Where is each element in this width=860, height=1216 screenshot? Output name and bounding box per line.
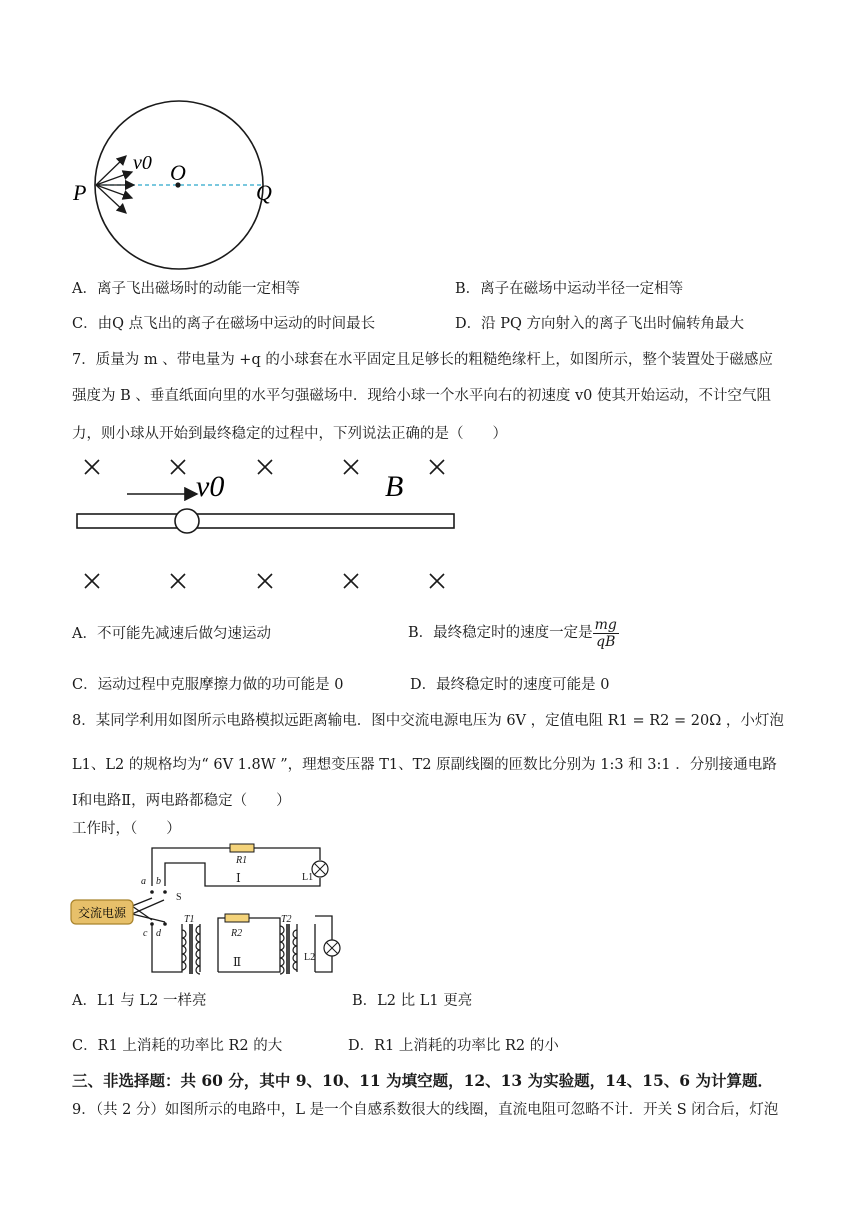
velocity-arrow (96, 172, 132, 185)
q7-stem-line: 7．质量为 m 、带电量为 +q 的小球套在水平固定且足够长的粗糙绝缘杆上，如图所示，整个装置处于磁感应 (72, 352, 773, 368)
resistor-r1 (230, 844, 254, 852)
label-p: P (73, 180, 87, 205)
label-b: b (156, 876, 161, 887)
label-b: B (385, 470, 404, 503)
q6-option-d[interactable]: D．沿 PQ 方向射入的离子飞出时偏转角最大 (455, 316, 744, 332)
label-r1: R1 (236, 855, 248, 866)
q8-stem-line: Ⅰ和电路Ⅱ，两电路都稳定（ ） (72, 793, 291, 809)
q6-option-a[interactable]: A．离子飞出磁场时的动能一定相等 (72, 281, 300, 297)
q9-stem-line: 9．（共 2 分）如图所示的电路中，L 是一个自感系数很大的线圈，直流电阻可忽略不计．开关 S 闭合后，灯泡 (72, 1102, 779, 1118)
label-r2: R2 (231, 928, 243, 939)
label-s: S (176, 892, 182, 903)
q8-option-d[interactable]: D．R1 上消耗的功率比 R2 的小 (348, 1038, 559, 1054)
label-a: a (141, 876, 146, 887)
speed-fraction (593, 617, 619, 650)
lamp-l1 (312, 861, 328, 877)
fraction-numerator: mg (594, 616, 617, 633)
label-c: c (143, 928, 148, 939)
ac-source-label: 交流电源 (77, 906, 127, 920)
q8-circuit-figure (70, 838, 360, 980)
label-circuit-i: Ⅰ (236, 871, 241, 885)
q7-option-b[interactable] (408, 614, 619, 652)
label-t1: T1 (184, 914, 195, 925)
label-l1: L1 (302, 872, 314, 883)
lamp-l2 (324, 940, 340, 956)
q8-option-a[interactable]: A．L1 与 L2 一样亮 (72, 993, 207, 1009)
q7-stem-line: 力，则小球从开始到最终稳定的过程中，下列说法正确的是（ ） (72, 426, 507, 442)
fraction-denominator: qB (596, 633, 616, 650)
velocity-arrow (96, 156, 126, 185)
charged-ball (175, 509, 199, 533)
q6-option-b[interactable]: B．离子在磁场中运动半径一定相等 (455, 281, 684, 297)
q7-option-a[interactable]: A．不可能先减速后做匀速运动 (72, 626, 271, 642)
label-v0: v0 (133, 152, 152, 174)
q6-circle-figure (66, 76, 296, 276)
q8-stem-line: 工作时，（ ） (72, 821, 181, 837)
q7-stem-line: 强度为 B 、垂直纸面向里的水平匀强磁场中．现给小球一个水平向右的初速度 v0 使其开始运动，不计空气阻 (72, 388, 772, 404)
q7-option-d[interactable]: D．最终稳定时的速度可能是 0 (410, 677, 610, 693)
q8-stem-line: L1、L2 的规格均为“ 6V 1.8W ”，理想变压器 T1、T2 原副线圈的匝数比分别为 1:3 和 3:1 ．分别接通电路 (72, 757, 777, 773)
resistor-r2 (225, 914, 249, 922)
option-b-text: B．最终稳定时的速度一定是 (408, 625, 593, 641)
label-o: O (170, 160, 186, 185)
insulating-rod (77, 514, 454, 528)
q8-option-c[interactable]: C．R1 上消耗的功率比 R2 的大 (72, 1038, 283, 1054)
velocity-arrow (96, 185, 132, 198)
q8-stem-line: 8．某同学利用如图所示电路模拟远距离输电．图中交流电源电压为 6V ，定值电阻 R1 = R2 = 20Ω ，小灯泡 (72, 713, 784, 729)
label-circuit-ii: Ⅱ (233, 955, 242, 969)
section-heading: 三、非选择题：共 60 分，其中 9、10、11 为填空题，12、13 为实验题，14、15、6 为计算题． (72, 1071, 773, 1090)
q7-option-c[interactable]: C．运动过程中克服摩擦力做的功可能是 0 (72, 677, 344, 693)
label-t2: T2 (281, 914, 292, 925)
label-v0: v0 (196, 470, 225, 503)
label-d: d (156, 928, 161, 939)
q7-rod-figure (72, 448, 472, 608)
q6-option-c[interactable]: C．由Q 点飞出的离子在磁场中运动的时间最长 (72, 316, 376, 332)
q8-option-b[interactable]: B．L2 比 L1 更亮 (352, 993, 473, 1009)
label-l2: L2 (304, 952, 316, 963)
label-q: Q (256, 180, 272, 205)
velocity-arrow (96, 185, 126, 213)
